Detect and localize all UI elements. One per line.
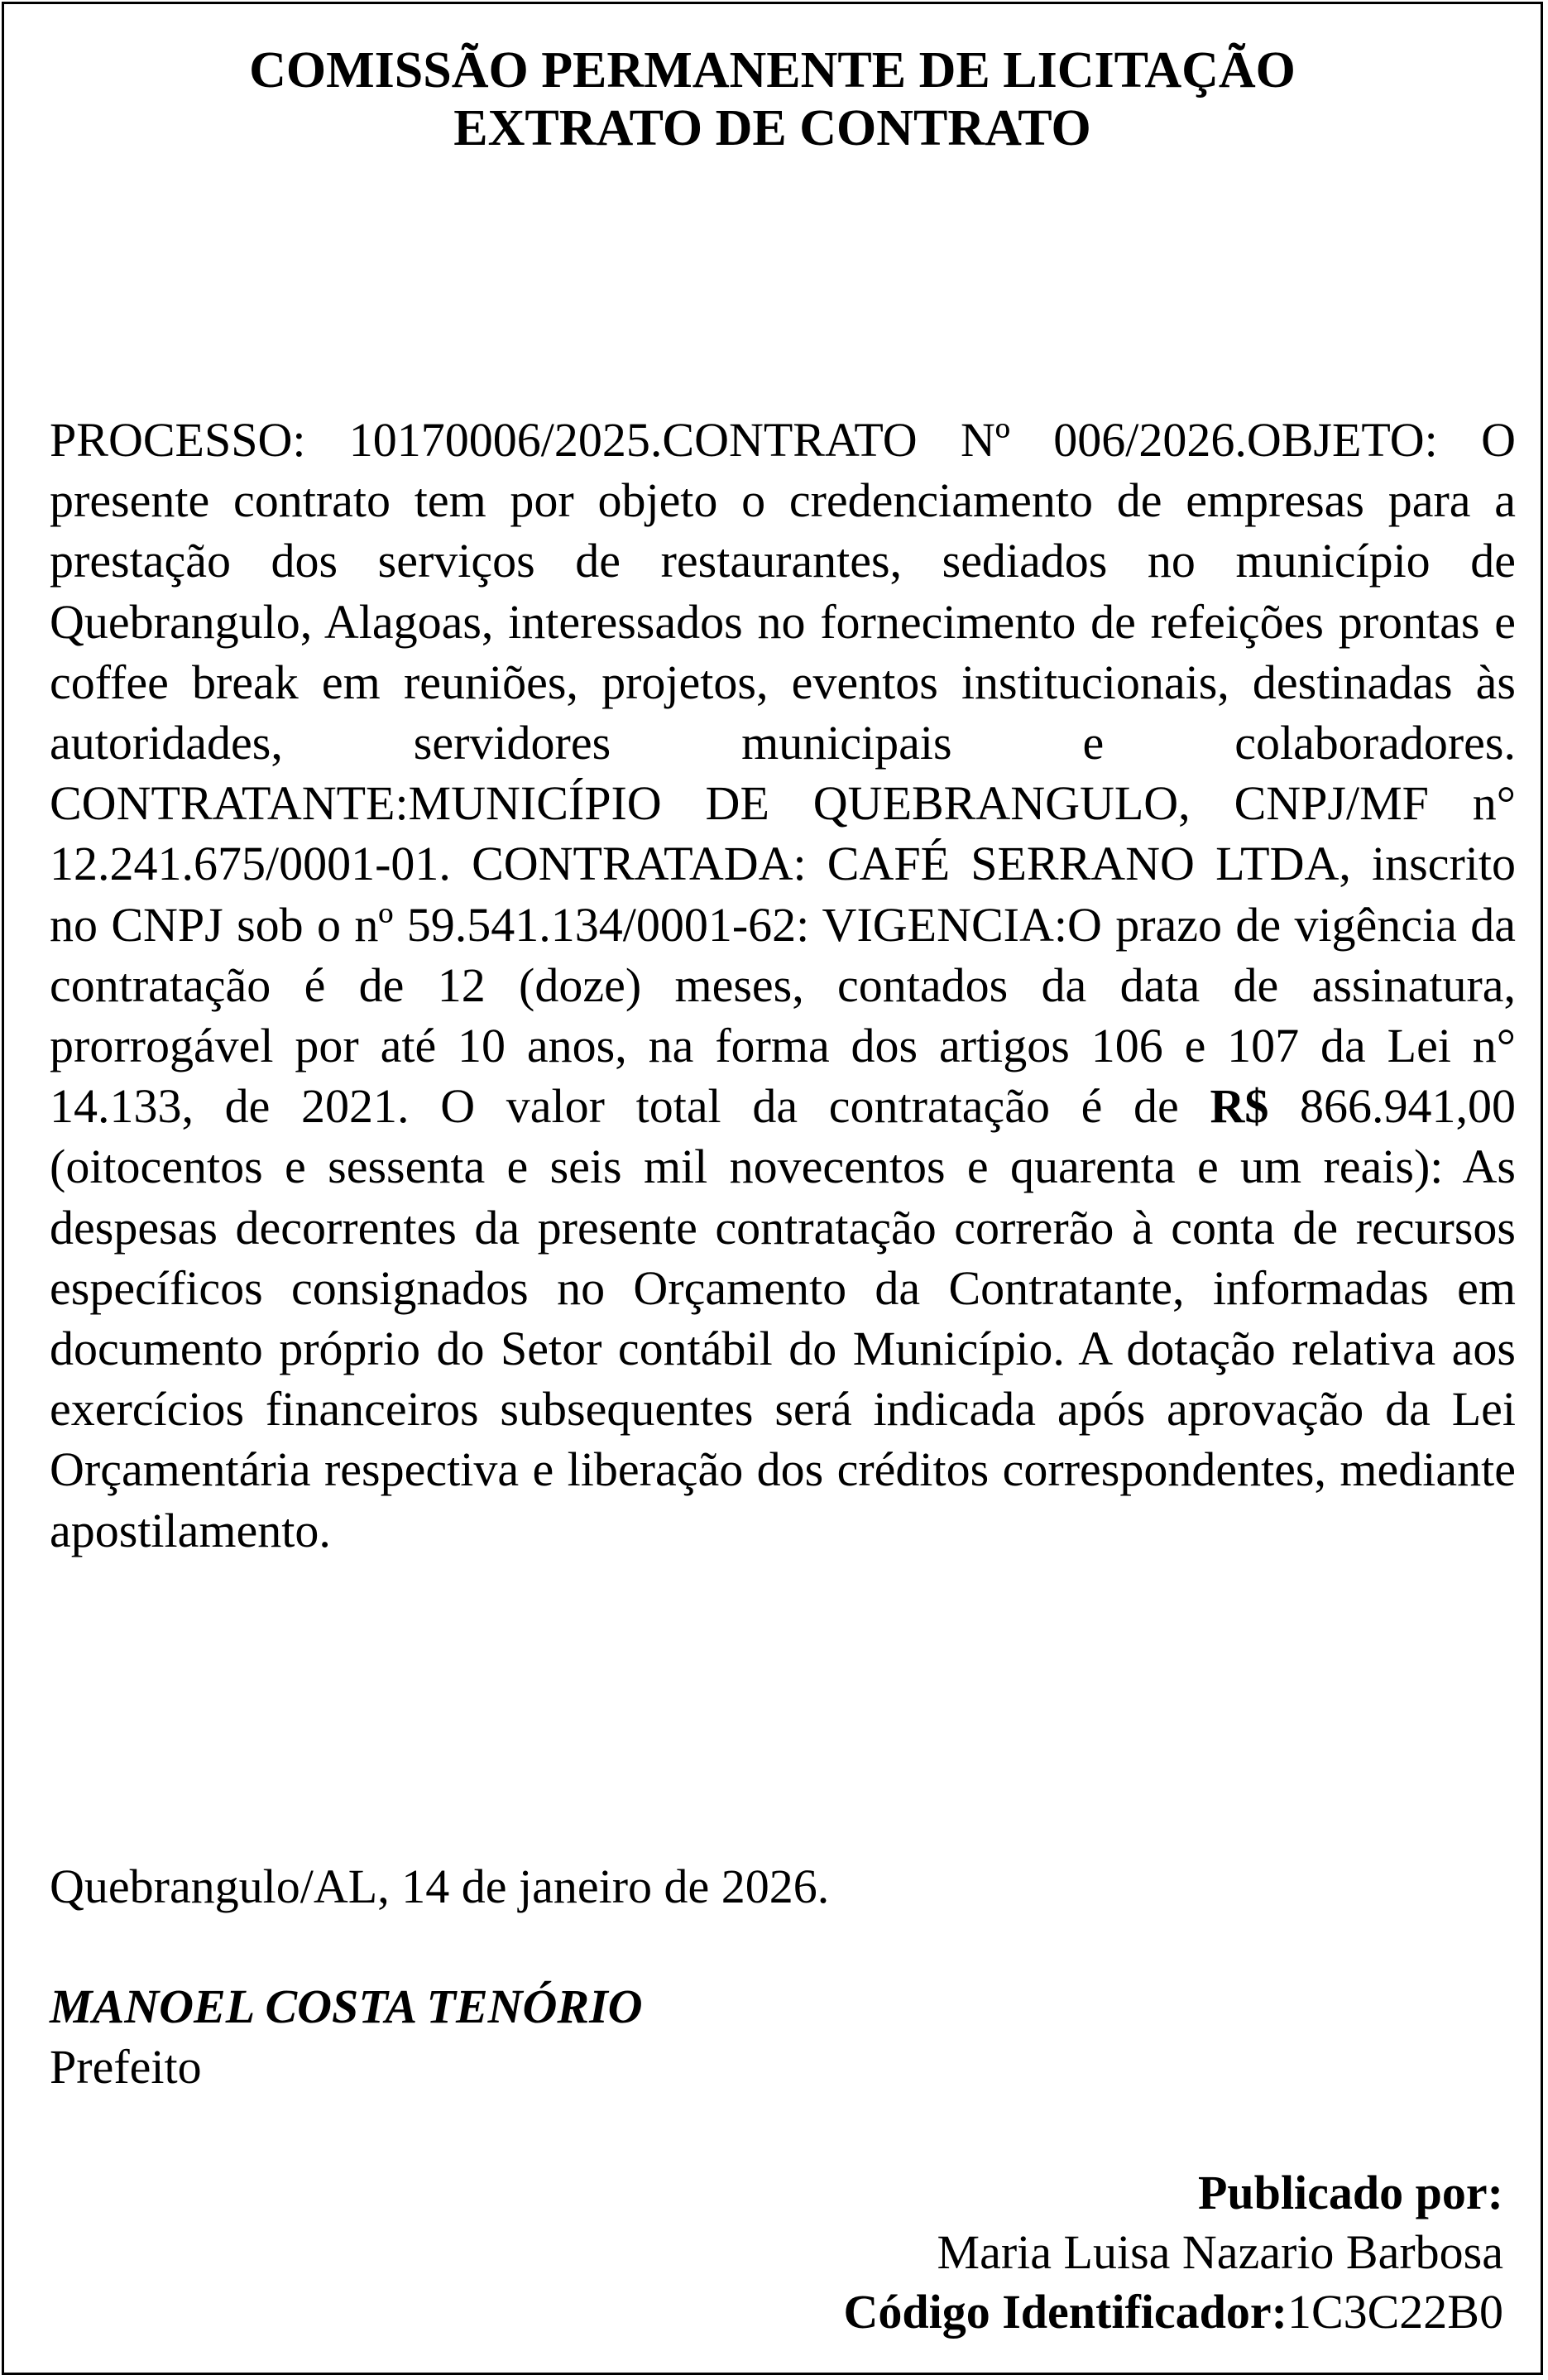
- signer-name: MANOEL COSTA TENÓRIO: [50, 1979, 643, 2033]
- currency-symbol: R$: [1210, 1079, 1269, 1134]
- publisher-name: Maria Luisa Nazario Barbosa: [937, 2225, 1503, 2279]
- document-frame: [2, 2, 1543, 2375]
- published-by-label: Publicado por:: [1198, 2166, 1503, 2219]
- place-date: Quebrangulo/AL, 14 de janeiro de 2026.: [50, 1859, 830, 1913]
- header-subtitle: EXTRATO DE CONTRATO: [453, 100, 1091, 156]
- identifier-code-label: Código Identificador:: [843, 2285, 1287, 2339]
- header-title: COMISSÃO PERMANENTE DE LICITAÇÃO: [249, 42, 1296, 98]
- identifier-code: 1C3C22B0: [1287, 2285, 1503, 2339]
- signer-role: Prefeito: [50, 2040, 202, 2094]
- contract-extract-body: [50, 410, 1516, 1561]
- body-text-start: PROCESSO: 10170006/2025.CONTRATO Nº 006/2026.OBJETO: O presente contrato tem por objeto o credenciamento de empresas para a prestação dos serviços de restaurantes, sediados no município de Quebrangulo, Alagoas, interessados no fornecimento de refeições prontas e coffee break em reuniões, projetos, eventos institucionais, destinadas às autoridades, servidores municipais e colaboradores. CONTRATANTE:MUNICÍPIO DE QUEBRANGULO, CNPJ/MF n° 12.241.675/0001-01. CONTRATADA: CAFÉ SERRANO LTDA, inscrito no CNPJ sob o nº 59.541.134/0001-62: VIGENCIA:O prazo de vigência da contratação é de 12 (doze) meses, contados da data de assinatura, prorrogável por até 10 anos, na forma dos artigos 106 e 107 da Lei n° 14.133, de 2021. O valor total da contratação é de: [50, 413, 1516, 1134]
- body-text-end: 866.941,00 (oitocentos e sessenta e seis mil novecentos e quarenta e um reais): As despesas decorrentes da presente contratação correrão à conta de recursos específicos consignados no Orçamento da Contratante, informadas em documento próprio do Setor contábil do Município. A dotação relativa aos exercícios financeiros subsequentes será indicada após aprovação da Lei Orçamentária respectiva e liberação dos créditos correspondentes, mediante apostilamento.: [50, 1079, 1517, 1557]
- identifier-code-line: [843, 2282, 1503, 2342]
